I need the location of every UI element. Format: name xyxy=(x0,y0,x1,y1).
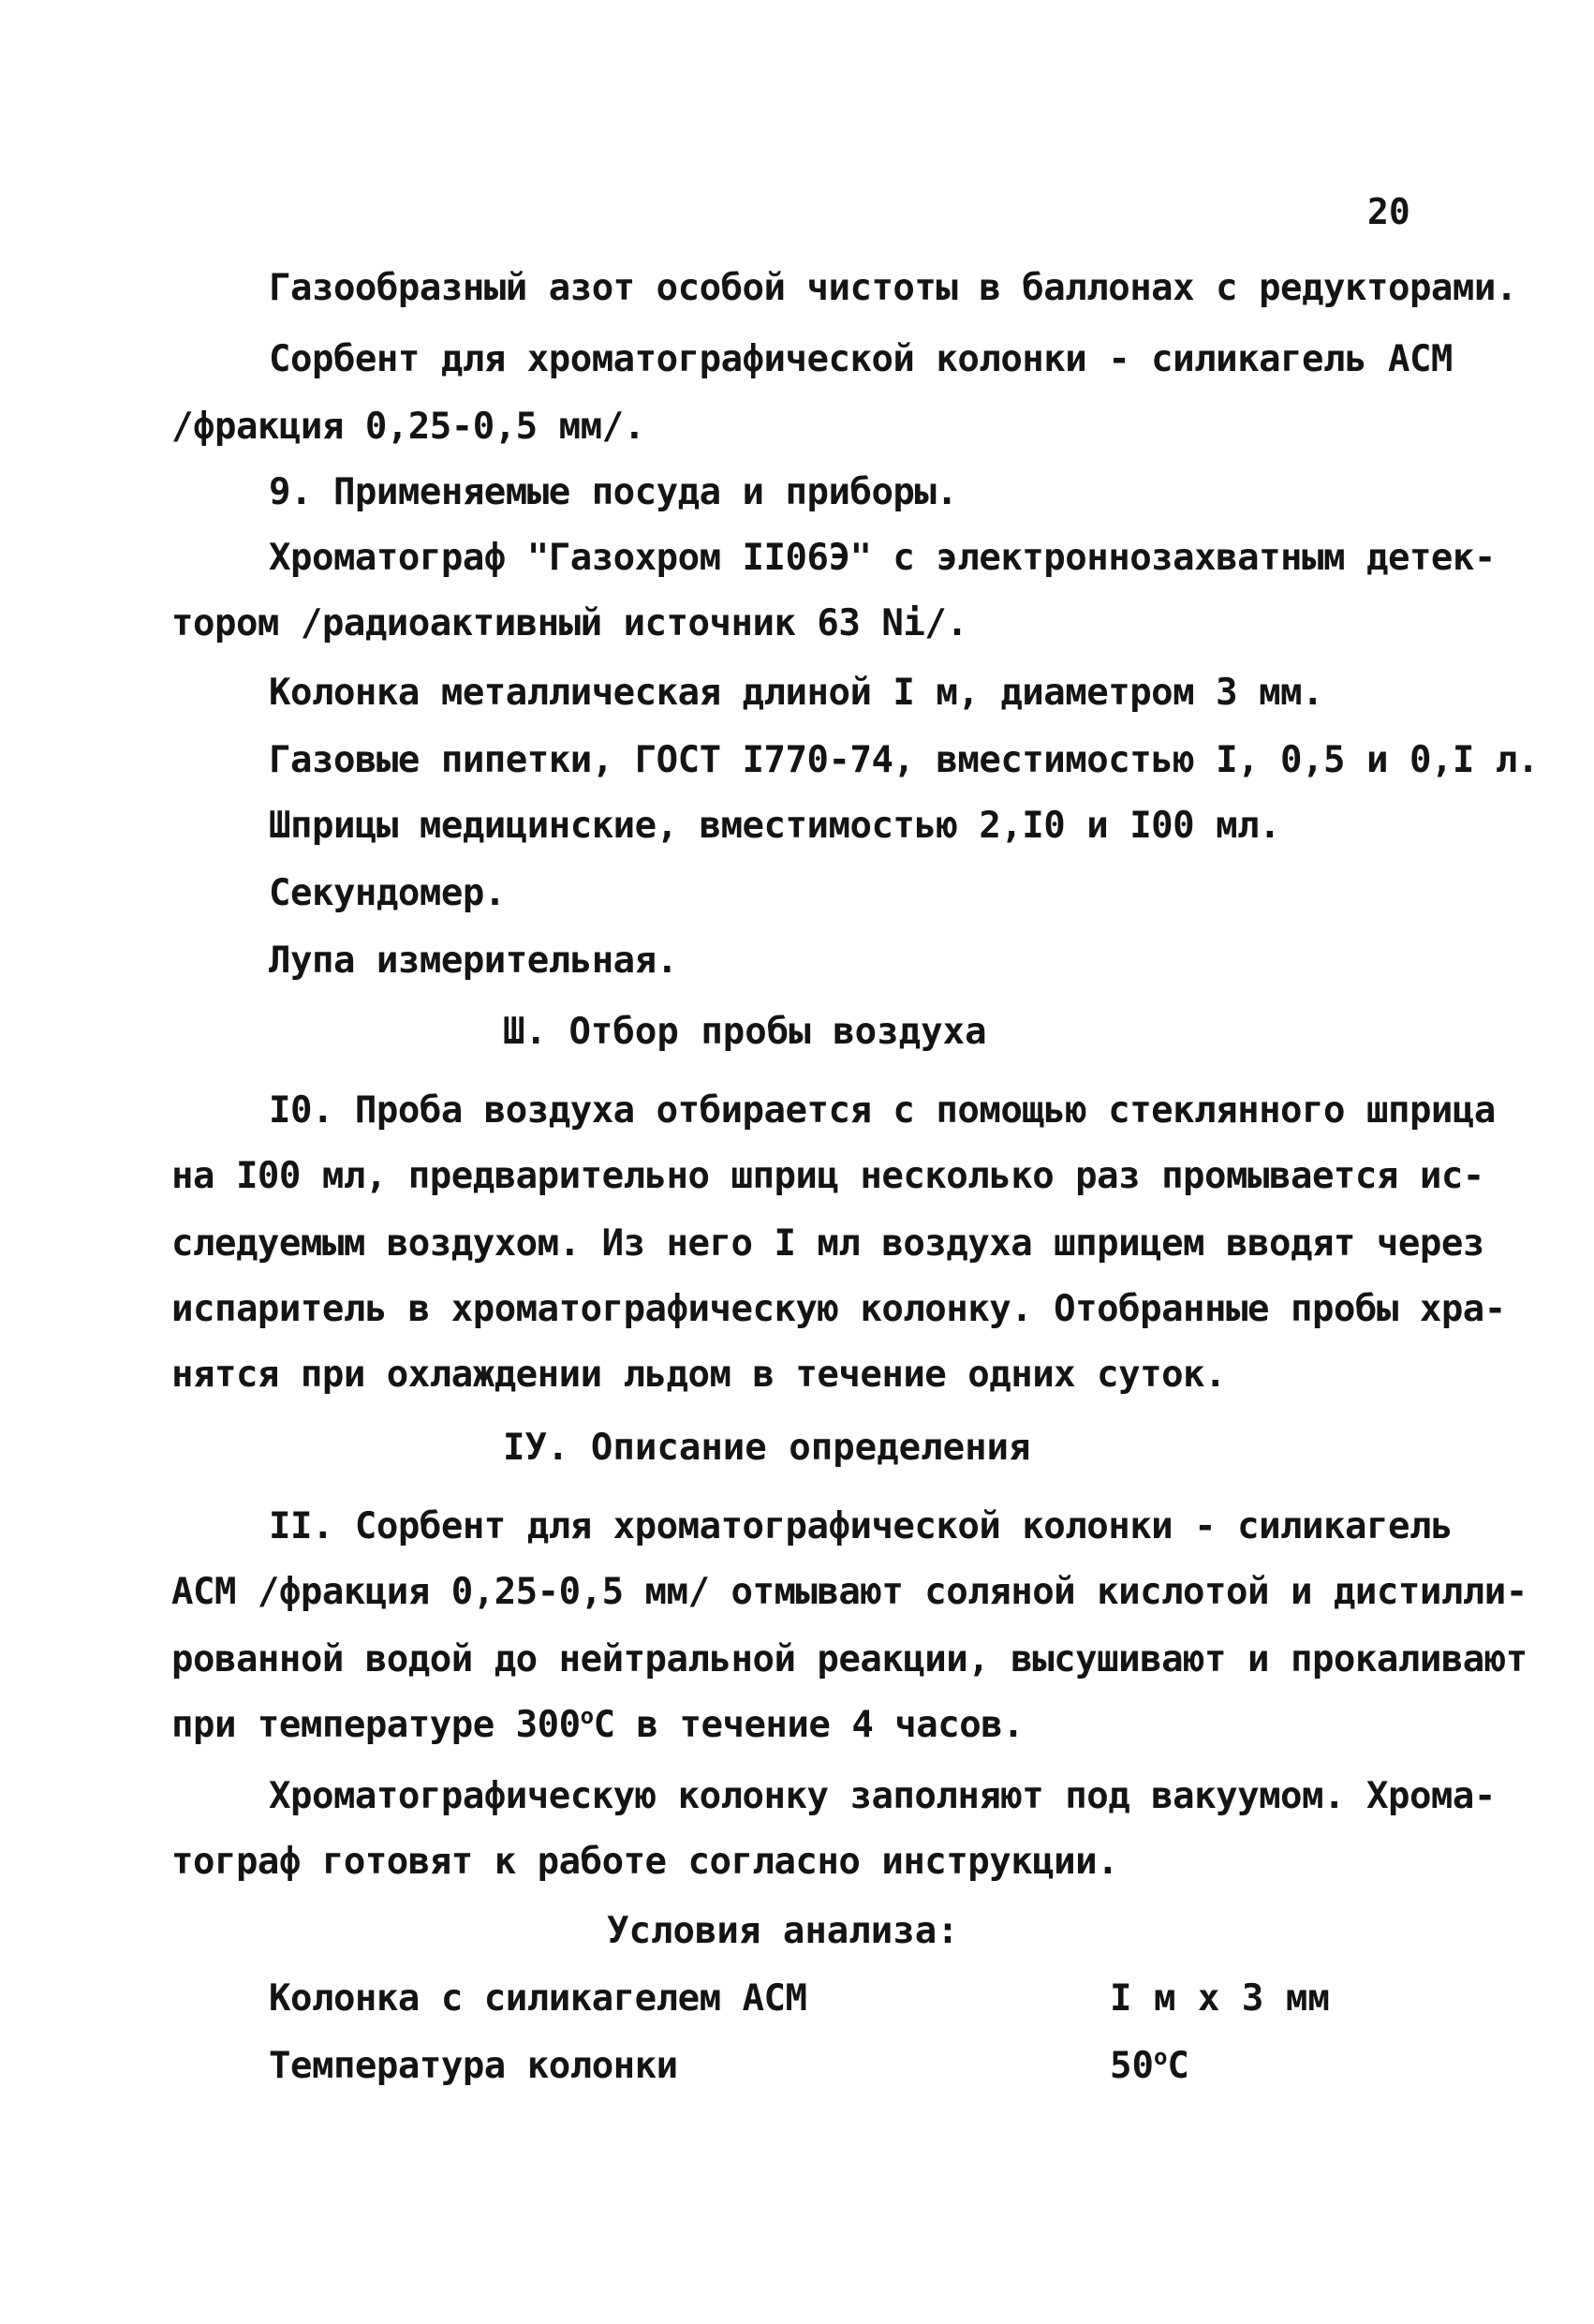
materials-sorbent-line-2: /фракция 0,25-0,5 мм/. xyxy=(171,406,645,448)
materials-gas: Газообразный азот особой чистоты в баллонах с редукторами. xyxy=(269,267,1517,309)
chromatograph-line-1: Хроматограф "Газохром II06Э" с электроннозахватным детек- xyxy=(269,537,1496,579)
conditions-heading: Условия анализа: xyxy=(607,1910,959,1952)
magnifier-item: Лупа измерительная. xyxy=(269,940,678,982)
paragraph-11-line-4-start: при температуре 300 xyxy=(171,1704,581,1746)
paragraph-11-line-1: II. Сорбент для хроматографической колонки - силикагель xyxy=(269,1505,1453,1547)
paragraph-10-line-4: испаритель в хроматографическую колонку. Отобранные пробы хра- xyxy=(171,1288,1506,1330)
section-4-heading: IУ. Описание определения xyxy=(503,1427,1031,1469)
paragraph-11-line-2: АСМ /фракция 0,25-0,5 мм/ отмывают соляной кислотой и дистилли- xyxy=(171,1571,1528,1613)
chromatograph-line-2: тором /радиоактивный источник 63 Ni/. xyxy=(171,602,968,644)
stopwatch-item: Секундомер. xyxy=(269,872,506,914)
paragraph-11-line-4-end: С в течение 4 часов. xyxy=(593,1704,1025,1746)
condition-column-label: Колонка с силикагелем АСМ xyxy=(269,1977,807,2020)
paragraph-11-line-4 xyxy=(171,1701,1024,1750)
paragraph-10-line-5: нятся при охлаждении льдом в течение одних суток. xyxy=(171,1354,1227,1396)
condition-temperature-label: Температура колонки xyxy=(269,2045,678,2087)
paragraph-10-line-1: I0. Проба воздуха отбирается с помощью стеклянного шприца xyxy=(269,1089,1496,1132)
syringes-description: Шприцы медицинские, вместимостью 2,I0 и I00 мл. xyxy=(269,805,1281,847)
page-number: 20 xyxy=(1367,191,1410,232)
section-9-title: 9. Применяемые посуда и приборы. xyxy=(269,471,958,513)
paragraph-12-line-2: тограф готовят к работе согласно инструкции. xyxy=(171,1841,1119,1883)
degree-sign: о xyxy=(580,1703,594,1729)
condition-column-value: I м х 3 мм xyxy=(1110,1977,1330,2020)
paragraph-11-line-3: рованной водой до нейтральной реакции, высушивают и прокаливают xyxy=(171,1638,1528,1680)
materials-sorbent-line-1: Сорбент для хроматографической колонки - силикагель АСМ xyxy=(269,338,1453,380)
section-3-heading: Ш. Отбор пробы воздуха xyxy=(503,1011,987,1053)
paragraph-12-line-1: Хроматографическую колонку заполняют под вакуумом. Хрома- xyxy=(269,1775,1496,1817)
paragraph-10-line-3: следуемым воздухом. Из него I мл воздуха шприцем вводят через xyxy=(171,1222,1484,1265)
paragraph-10-line-2: на I00 мл, предварительно шприц несколько раз промывается ис- xyxy=(171,1155,1484,1197)
temperature-number: 50 xyxy=(1110,2045,1154,2087)
column-description: Колонка металлическая длиной I м, диаметром 3 мм. xyxy=(269,672,1324,714)
temperature-unit: С xyxy=(1167,2045,1189,2087)
pipettes-description: Газовые пипетки, ГОСТ I770-74, вместимостью I, 0,5 и 0,I л. xyxy=(269,739,1539,781)
temperature-degree-sign: о xyxy=(1153,2044,1168,2070)
condition-temperature-value xyxy=(1110,2042,1189,2091)
